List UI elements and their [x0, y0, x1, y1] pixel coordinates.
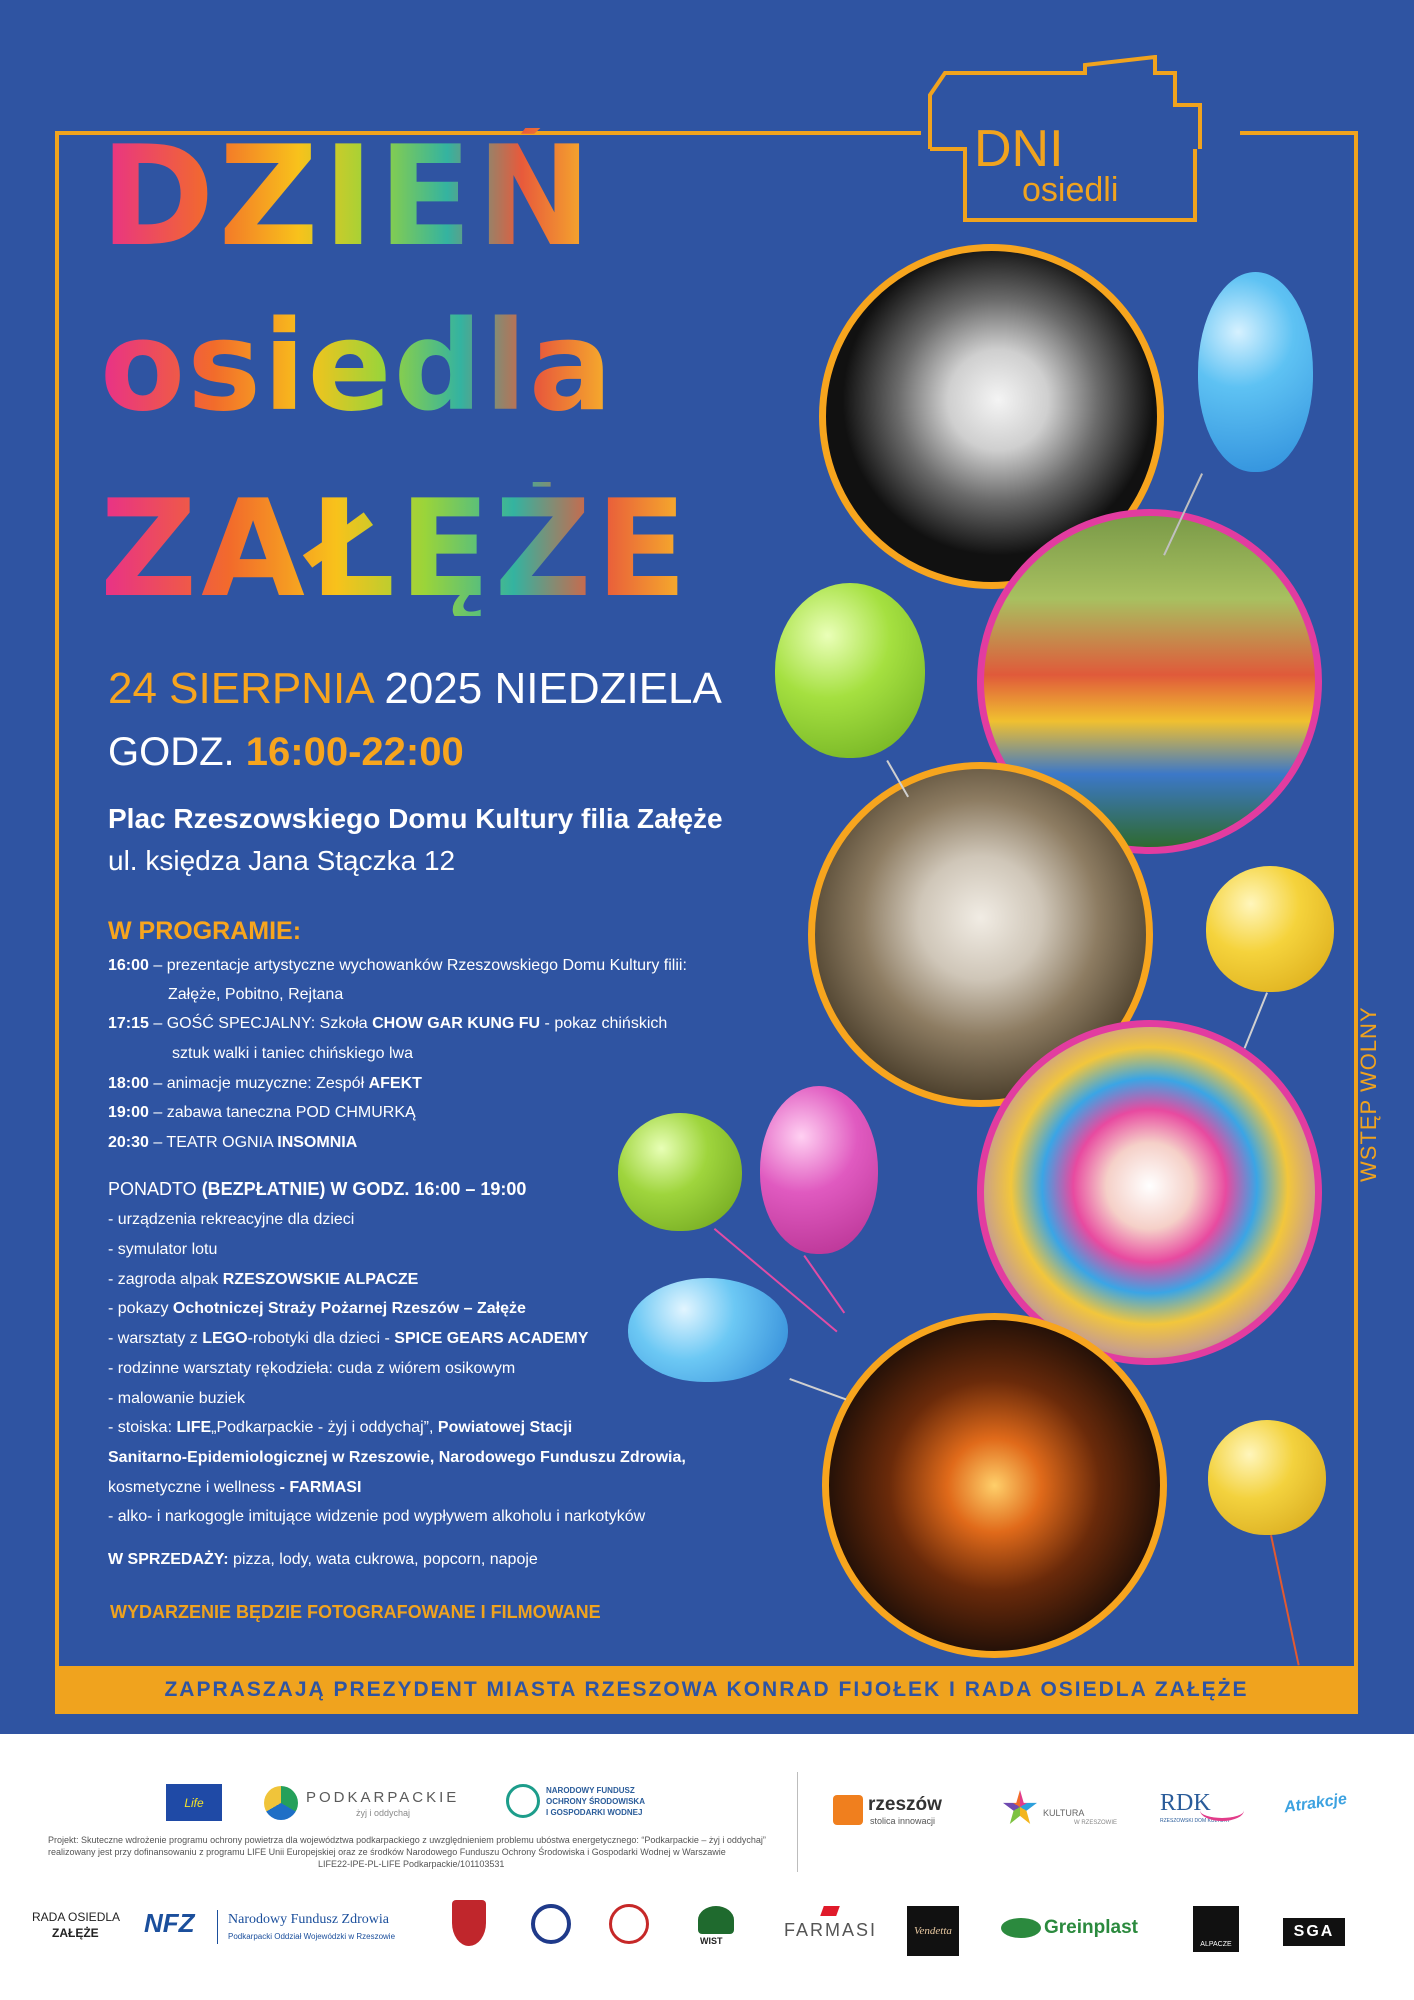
program-item — [108, 1103, 416, 1123]
program-item — [108, 1014, 667, 1034]
rzeszow-coat-of-arms-icon — [452, 1900, 486, 1946]
extras-item: - rodzinne warsztaty rękodzieła: cuda z wiórem osikowym — [108, 1360, 516, 1377]
event-date — [108, 664, 722, 714]
kultura-label: KULTURA — [1043, 1808, 1085, 1818]
program-item-cont — [172, 1044, 413, 1064]
nfz-sub: Podkarpacki Oddział Wojewódzki w Rzeszowie — [228, 1932, 396, 1941]
extras-item — [108, 1299, 526, 1319]
extras-bold: Powiatowej Stacji — [437, 1419, 573, 1436]
nfz-divider — [217, 1910, 218, 1944]
extras-item: - malowanie buziek — [108, 1390, 245, 1407]
balloon-green-small — [618, 1113, 742, 1231]
extras-text: - warsztaty z — [108, 1330, 203, 1347]
program-time: 16:00 — [108, 957, 149, 974]
program-text: – TEATR OGNIA — [148, 1134, 278, 1151]
podkarpackie-sub: żyj i oddychaj — [356, 1808, 411, 1818]
alpacze-logo — [1193, 1906, 1239, 1952]
project-text-3: LIFE22-IPE-PL-LIFE Podkarpackie/101103531 — [318, 1859, 505, 1869]
program-time: 18:00 — [108, 1075, 149, 1092]
program-item — [108, 1074, 422, 1094]
balloon-string — [1270, 1535, 1300, 1666]
kultura-sub: W RZESZOWIE — [1074, 1820, 1117, 1826]
eu-life-logo — [166, 1784, 222, 1821]
title-line-1: DZIEŃ — [100, 116, 596, 277]
extras-item — [108, 1478, 361, 1498]
program-item — [108, 1133, 357, 1153]
balloon-string — [789, 1378, 846, 1400]
free-entry-label: WSTĘP WOLNY — [1356, 1006, 1381, 1182]
photo-note: WYDARZENIE BĘDZIE FOTOGRAFOWANE I FILMOWANE — [110, 1602, 601, 1622]
vendetta-label: Vendetta — [914, 1925, 952, 1937]
program-bold: CHOW GAR KUNG FU — [372, 1015, 541, 1032]
extras-text: -robotyki dla dzieci - — [247, 1330, 395, 1347]
title-line-2: osiedla — [100, 295, 615, 439]
fire-brigade-emblem-icon — [609, 1904, 649, 1944]
alpacze-label: ALPACZE — [1200, 1941, 1232, 1948]
wist-emblem-icon — [698, 1906, 734, 1934]
program-text: – animacje muzyczne: Zespół — [148, 1075, 369, 1092]
extras-item — [108, 1329, 588, 1349]
podkarpackie-label: PODKARPACKIE — [306, 1789, 460, 1806]
balloon-blue-bottom — [628, 1278, 788, 1382]
event-time — [108, 730, 464, 775]
program-bold: INSOMNIA — [277, 1134, 358, 1151]
sales-text: pizza, lody, wata cukrowa, popcorn, napoje — [228, 1551, 538, 1568]
extras-heading-bold: (BEZPŁATNIE) — [201, 1179, 326, 1199]
sga-logo — [1283, 1918, 1345, 1946]
title-line-3: ZAŁĘŻE — [100, 471, 692, 627]
vendetta-logo — [907, 1906, 959, 1956]
greinplast-icon — [1001, 1918, 1041, 1938]
rzeszow-sub: stolica innowacji — [870, 1816, 936, 1826]
rzeszow-label: rzeszów — [868, 1794, 942, 1815]
frame-left — [55, 131, 59, 1668]
farmasi-icon — [820, 1906, 840, 1916]
rzeszow-icon — [833, 1795, 863, 1825]
balloon-blue-top — [1198, 272, 1313, 472]
time-value: 16:00-22:00 — [245, 730, 464, 774]
kultura-star-icon — [1003, 1790, 1037, 1824]
extras-item — [108, 1270, 418, 1290]
balloon-yellow-bottom — [1208, 1420, 1326, 1535]
extras-item: - urządzenia rekreacyjne dla dzieci — [108, 1211, 355, 1228]
program-item-cont — [168, 985, 343, 1005]
extras-item: - symulator lotu — [108, 1241, 218, 1258]
program-time: 17:15 — [108, 1015, 149, 1032]
program-item — [108, 956, 687, 976]
frame-top-right — [1240, 131, 1358, 135]
wist-label: WIST — [700, 1936, 723, 1946]
rdk-swoosh-icon — [1200, 1800, 1244, 1821]
extras-heading — [108, 1179, 526, 1199]
footer-divider — [797, 1772, 798, 1872]
program-text: – prezentacje artystyczne wychowanków Rzeszowskiego Domu Kultury filii: — [148, 957, 687, 974]
program-text-cont: sztuk walki i taniec chińskiego lwa — [172, 1045, 413, 1062]
program-bold: AFEKT — [368, 1075, 422, 1092]
program-time: 20:30 — [108, 1134, 149, 1151]
extras-item — [108, 1418, 572, 1438]
program-time: 19:00 — [108, 1104, 149, 1121]
extras-bold: - FARMASI — [279, 1479, 362, 1496]
extras-bold: LEGO — [202, 1330, 248, 1347]
rada-label-2: ZAŁĘŻE — [52, 1926, 99, 1940]
venue-street: ul. księdza Jana Stączka 12 — [108, 845, 456, 876]
balloon-string — [1244, 992, 1268, 1048]
extras-text: kosmetyczne i wellness — [108, 1479, 280, 1496]
extras-item: - alko- i narkogogle imitujące widzenie pod wypływem alkoholu i narkotyków — [108, 1508, 646, 1525]
photo-face-paint — [977, 1020, 1322, 1365]
nfos-line2: OCHRONY ŚRODOWISKA — [546, 1797, 645, 1806]
rdk-sub: RZESZOWSKI DOM KULTURY — [1160, 1818, 1231, 1824]
extras-bold: Sanitarno-Epidemiologicznej w Rzeszowie, Narodowego Funduszu Zdrowia, — [108, 1449, 686, 1466]
extras-item — [108, 1448, 686, 1468]
farmasi-label: FARMASI — [784, 1920, 878, 1940]
extras-text: - stoiska: — [108, 1419, 177, 1436]
rada-label-1: RADA OSIEDLA — [32, 1910, 121, 1924]
sales-line — [108, 1550, 538, 1570]
balloon-string — [803, 1255, 845, 1313]
extras-text: - pokazy — [108, 1300, 173, 1317]
extras-bold: RZESZOWSKIE ALPACZE — [222, 1271, 419, 1288]
nfos-line3: I GOSPODARKI WODNEJ — [546, 1808, 643, 1817]
balloon-yellow-mid — [1206, 866, 1334, 992]
greinplast-label: Greinplast — [1044, 1917, 1138, 1938]
extras-heading-post: W GODZ. 16:00 – 19:00 — [325, 1179, 527, 1199]
extras-heading-pre: PONADTO — [108, 1179, 202, 1199]
life-label: Life — [184, 1795, 204, 1810]
program-text: - pokaz chińskich — [540, 1015, 668, 1032]
atrakcje-label: Atrakcje — [1283, 1790, 1348, 1817]
extras-bold: SPICE GEARS ACADEMY — [394, 1330, 589, 1347]
podkarpackie-icon — [264, 1786, 298, 1820]
extras-text: „Podkarpackie - żyj i oddychaj”, — [211, 1419, 438, 1436]
project-text-2: realizowany jest przy dofinansowaniu z programu LIFE Unii Europejskiej oraz ze środków Narodowego Funduszu Ochrony Środowiska i Gospodarki Wodnej w Warszawie — [48, 1847, 726, 1857]
nfz-name: Narodowy Fundusz Zdrowia — [228, 1912, 389, 1927]
program-heading: W PROGRAMIE: — [108, 917, 302, 945]
sga-label: SGA — [1293, 1923, 1335, 1940]
balloon-purple — [760, 1086, 878, 1254]
extras-text: - zagroda alpak — [108, 1271, 223, 1288]
frame-right — [1354, 131, 1358, 1668]
sales-label: W SPRZEDAŻY: — [108, 1551, 229, 1568]
photo-fire-show — [822, 1313, 1167, 1658]
invite-band: ZAPRASZAJĄ PREZYDENT MIASTA RZESZOWA KONRAD FIJOŁEK I RADA OSIEDLA ZAŁĘŻE — [55, 1666, 1358, 1714]
program-text: – zabawa taneczna POD CHMURKĄ — [148, 1104, 416, 1121]
rdk-label: RDK — [1160, 1790, 1211, 1816]
nfz-logo: NFZ — [144, 1908, 195, 1938]
dni-label: DNI — [974, 120, 1064, 178]
project-text-1: Projekt: Skuteczne wdrożenie programu ochrony powietrza dla województwa podkarpackiego z uwzględnieniem problemu ubóstwa energetycznego: “Podkarpackie – żyj i oddychaj” — [48, 1835, 766, 1845]
extras-bold: LIFE — [176, 1419, 212, 1436]
nfos-line1: NARODOWY FUNDUSZ — [546, 1786, 635, 1795]
extras-bold: Ochotniczej Straży Pożarnej Rzeszów – Załęże — [172, 1300, 526, 1317]
venue-place: Plac Rzeszowskiego Domu Kultury filia Załęże — [108, 803, 723, 834]
nfos-icon — [506, 1784, 540, 1818]
program-text: – GOŚĆ SPECJALNY: Szkoła — [148, 1015, 373, 1032]
date-day: 24 SIERPNIA — [108, 664, 373, 713]
balloon-green — [775, 583, 925, 758]
date-rest: 2025 NIEDZIELA — [372, 664, 722, 713]
program-text-cont: Załęże, Pobitno, Rejtana — [168, 986, 344, 1003]
time-label: GODZ. — [108, 730, 246, 774]
dni-osiedli-logo — [925, 55, 1235, 225]
police-emblem-icon — [531, 1904, 571, 1944]
osiedli-label: osiedli — [1022, 171, 1119, 209]
